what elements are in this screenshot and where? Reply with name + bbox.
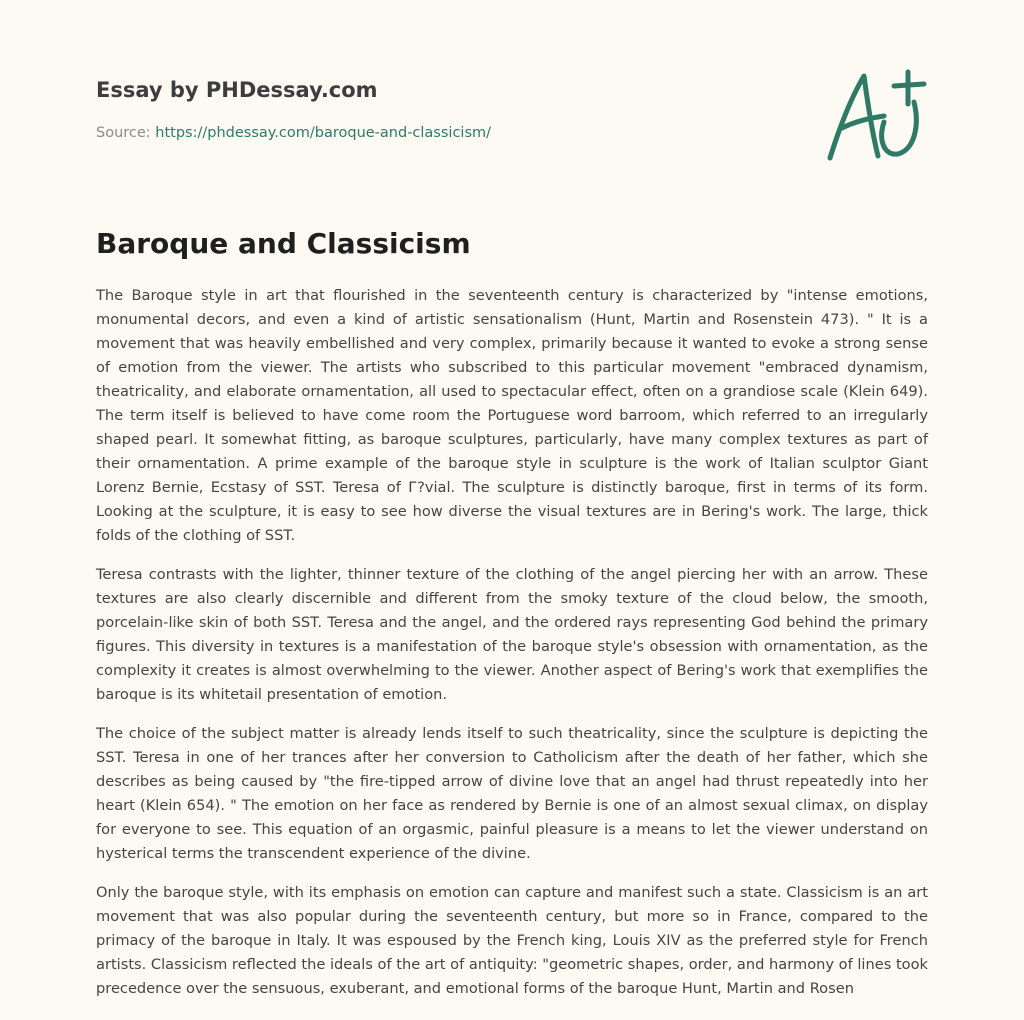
paragraph: The choice of the subject matter is already lends itself to such theatricality, since the sculpture is depicting the SST. Teresa in one of her trances after her conversion to Catholicism after the death of her father, which she describes as being caused by "the fire-tipped arrow of divine love that an angel had thrust repeatedly into her heart (Klein 654). " The emotion on her face as rendered by Bernie is one of an almost sexual climax, on display for everyone to see. This equation of an orgasmic, painful pleasure is a means to let the viewer understand on hysterical terms the transcendent experience of the divine. (96, 725, 928, 862)
article-body (96, 284, 928, 1016)
paragraph: Teresa contrasts with the lighter, thinner texture of the clothing of the angel piercing her with an arrow. These textures are also clearly discernible and different from the smoky texture of the cloud below, the smooth, porcelain-like skin of both SST. Teresa and the angel, and the ordered rays representing God behind the primary figures. This diversity in textures is a manifestation of the baroque style's obsession with ornamentation, as the complexity it creates is almost overwhelming to the viewer. Another aspect of Bering's work that exemplifies the baroque is its whitetail presentation of emotion. (96, 566, 928, 703)
paragraph: The Baroque style in art that flourished in the seventeenth century is characterized by "intense emotions, monumental decors, and even a kind of artistic sensationalism (Hunt, Martin and Rosenstein 473). " It is a movement that was heavily embellished and very complex, primarily because it wanted to evoke a strong sense of emotion from the viewer. The artists who subscribed to this particular movement "embraced dynamism, theatricality, and elaborate ornamentation, all used to spectacular effect, often on a grandiose scale (Klein 649). The term itself is believed to have come room the Portuguese word barroom, which referred to an irregularly shaped pearl. It somewhat fitting, as baroque sculptures, particularly, have many complex textures as part of their ornamentation. A prime example of the baroque style in sculpture is the work of Italian sculptor Giant Lorenz Bernie, Ecstasy of SST. Teresa of Г?vial. The sculpture is distinctly baroque, first in terms of its form. Looking at the sculpture, it is easy to see how diverse the visual textures are in Bering's work. The large, thick folds of the clothing of SST. (96, 287, 928, 544)
source-link[interactable]: https://phdessay.com/baroque-and-classicism/ (155, 125, 492, 141)
article-title: Baroque and Classicism (96, 227, 471, 260)
paragraph: Only the baroque style, with its emphasis on emotion can capture and manifest such a state. Classicism is an art movement that was also popular during the seventeenth century, but more so in France, compared to the primacy of the baroque in Italy. It was espoused by the French king, Louis XIV as the preferred style for French artists. Classicism reflected the ideals of the art of antiquity: "geometric shapes, order, and harmony of lines took precedence over the sensuous, exuberant, and emotional forms of the baroque Hunt, Martin and Rosen (96, 884, 928, 997)
source-line (96, 123, 796, 143)
a-plus-logo-icon (822, 66, 932, 166)
site-brand: Essay by PHDessay.com (96, 78, 378, 102)
source-label: Source: (96, 125, 151, 141)
page-header (96, 76, 796, 143)
